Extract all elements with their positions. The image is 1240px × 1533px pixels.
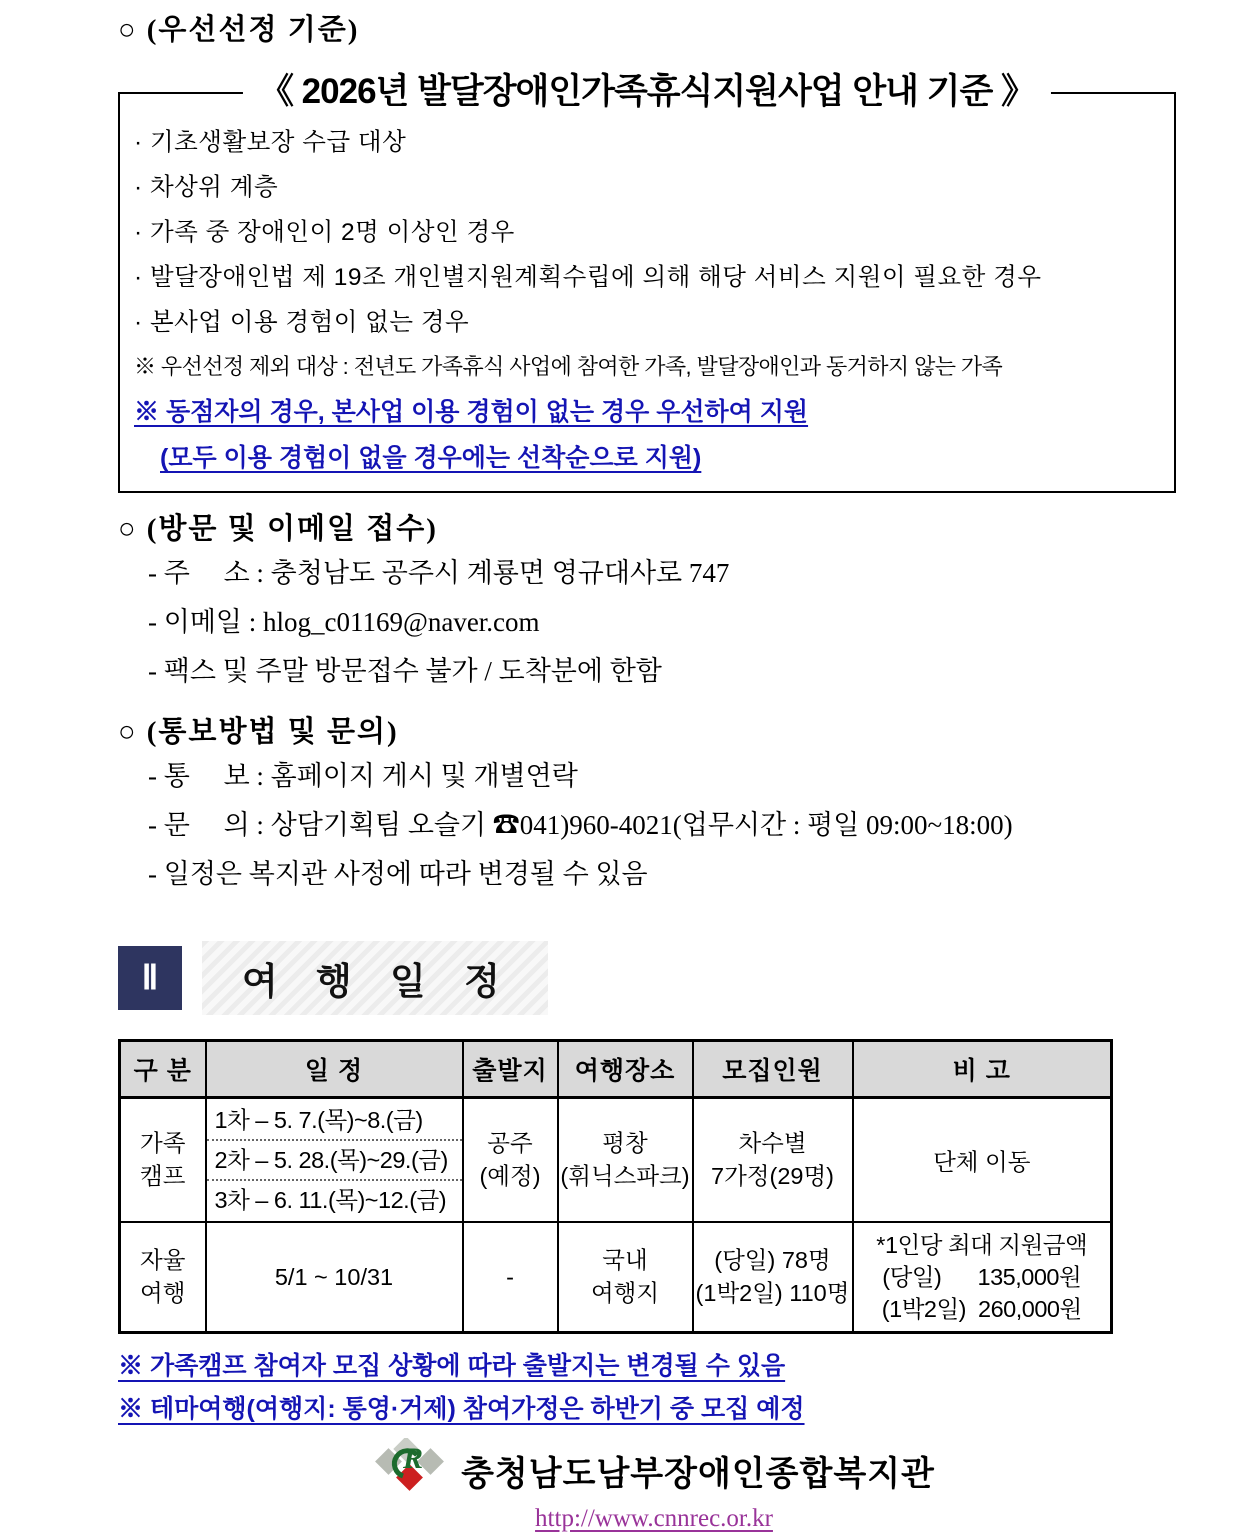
travel-schedule-section-header xyxy=(118,941,1190,1015)
family-camp-category-cell: 가족 캠프 xyxy=(120,1098,206,1223)
reception-heading: ○ (방문 및 이메일 접수) xyxy=(118,513,438,545)
free-travel-destination-cell: 국내 여행지 xyxy=(558,1222,693,1333)
criteria-exclusion-note: ※ 우선선정 제외 대상 : 전년도 가족휴식 사업에 참여한 가족, 발달장애인과 동거하지 않는 가족 xyxy=(134,354,1003,379)
section-title: 여 행 일 정 xyxy=(202,941,548,1015)
table-row-free-travel xyxy=(120,1222,1112,1333)
criteria-item: · 발달장애인법 제 19조 개인별지원계획수립에 의해 해당 서비스 지원이 필요한 경우 xyxy=(134,264,1042,291)
family-camp-capacity-cell: 차수별 7가정(29명) xyxy=(693,1098,853,1223)
schedule-round-2: 2차 – 5. 28.(목)~29.(금) xyxy=(207,1141,462,1181)
org-website-link[interactable]: http://www.cnnrec.or.kr xyxy=(535,1505,773,1532)
col-header-category: 구 분 xyxy=(120,1041,206,1098)
col-header-remarks: 비 고 xyxy=(853,1041,1112,1098)
criteria-box-title: 《 2026년 발달장애인가족휴식지원사업 안내 기준 》 xyxy=(243,64,1051,114)
family-camp-note-cell: 단체 이동 xyxy=(853,1098,1112,1223)
col-header-departure: 출발지 xyxy=(463,1041,558,1098)
family-camp-departure-cell: 공주 (예정) xyxy=(463,1098,558,1223)
schedule-change-line: - 일정은 복지관 사정에 따라 변경될 수 있음 xyxy=(148,859,648,889)
address-line: - 주 소 : 충청남도 공주시 계룡면 영규대사로 747 xyxy=(148,558,730,588)
notification-heading: ○ (통보방법 및 문의) xyxy=(118,716,399,748)
col-header-capacity: 모집인원 xyxy=(693,1041,853,1098)
tiebreak-note-sub: (모두 이용 경험이 없을 경우에는 선착순으로 지원) xyxy=(160,444,702,472)
criteria-item: · 가족 중 장애인이 2명 이상인 경우 xyxy=(134,219,515,246)
priority-criteria-heading: ○ (우선선정 기준) xyxy=(118,14,360,46)
free-travel-departure-cell: - xyxy=(463,1222,558,1333)
free-travel-note-cell: *1인당 최대 지원금액 (당일) 135,000원 (1박2일) 260,000원 xyxy=(853,1222,1112,1333)
footnote-departure-change: ※ 가족캠프 참여자 모집 상황에 따라 출발지는 변경될 수 있음 xyxy=(118,1352,786,1380)
free-travel-category-cell: 자율 여행 xyxy=(120,1222,206,1333)
free-travel-capacity-cell: (당일) 78명 (1박2일) 110명 xyxy=(693,1222,853,1333)
org-logo-icon xyxy=(373,1438,447,1503)
family-camp-schedule-cell xyxy=(206,1098,463,1223)
inquiry-phone-line: - 문 의 : 상담기획팀 오슬기 ☎041)960-4021(업무시간 : 평일 09:00~18:00) xyxy=(148,810,1013,840)
criteria-box xyxy=(118,72,1176,493)
col-header-destination: 여행장소 xyxy=(558,1041,693,1098)
criteria-item: · 기초생활보장 수급 대상 xyxy=(134,129,407,156)
criteria-item: · 차상위 계층 xyxy=(134,174,279,201)
free-travel-schedule-cell: 5/1 ~ 10/31 xyxy=(206,1222,463,1333)
footnote-theme-travel: ※ 테마여행(여행지: 통영·거제) 참여가정은 하반기 중 모집 예정 xyxy=(118,1395,805,1423)
tiebreak-note-main: ※ 동점자의 경우, 본사업 이용 경험이 없는 경우 우선하여 지원 xyxy=(134,398,809,426)
family-camp-destination-cell: 평창 (휘닉스파크) xyxy=(558,1098,693,1223)
svg-text:R: R xyxy=(403,1442,424,1475)
fax-restriction-line: - 팩스 및 주말 방문접수 불가 / 도착분에 한함 xyxy=(148,656,662,686)
travel-schedule-table xyxy=(118,1039,1113,1334)
criteria-item: · 본사업 이용 경험이 없는 경우 xyxy=(134,309,470,336)
table-row-family-camp xyxy=(120,1098,1112,1223)
schedule-round-1: 1차 – 5. 7.(목)~8.(금) xyxy=(207,1101,462,1141)
org-name: 충청남도남부장애인종합복지관 xyxy=(461,1455,935,1493)
email-line: - 이메일 : hlog_c01169@naver.com xyxy=(148,607,540,637)
col-header-schedule: 일 정 xyxy=(206,1041,463,1098)
table-header-row xyxy=(120,1041,1112,1098)
section-number-badge: Ⅱ xyxy=(118,946,182,1010)
notify-method-line: - 통 보 : 홈페이지 게시 및 개별연락 xyxy=(148,761,578,791)
document-footer xyxy=(118,1438,1190,1533)
schedule-round-3: 3차 – 6. 11.(목)~12.(금) xyxy=(214,1187,447,1213)
